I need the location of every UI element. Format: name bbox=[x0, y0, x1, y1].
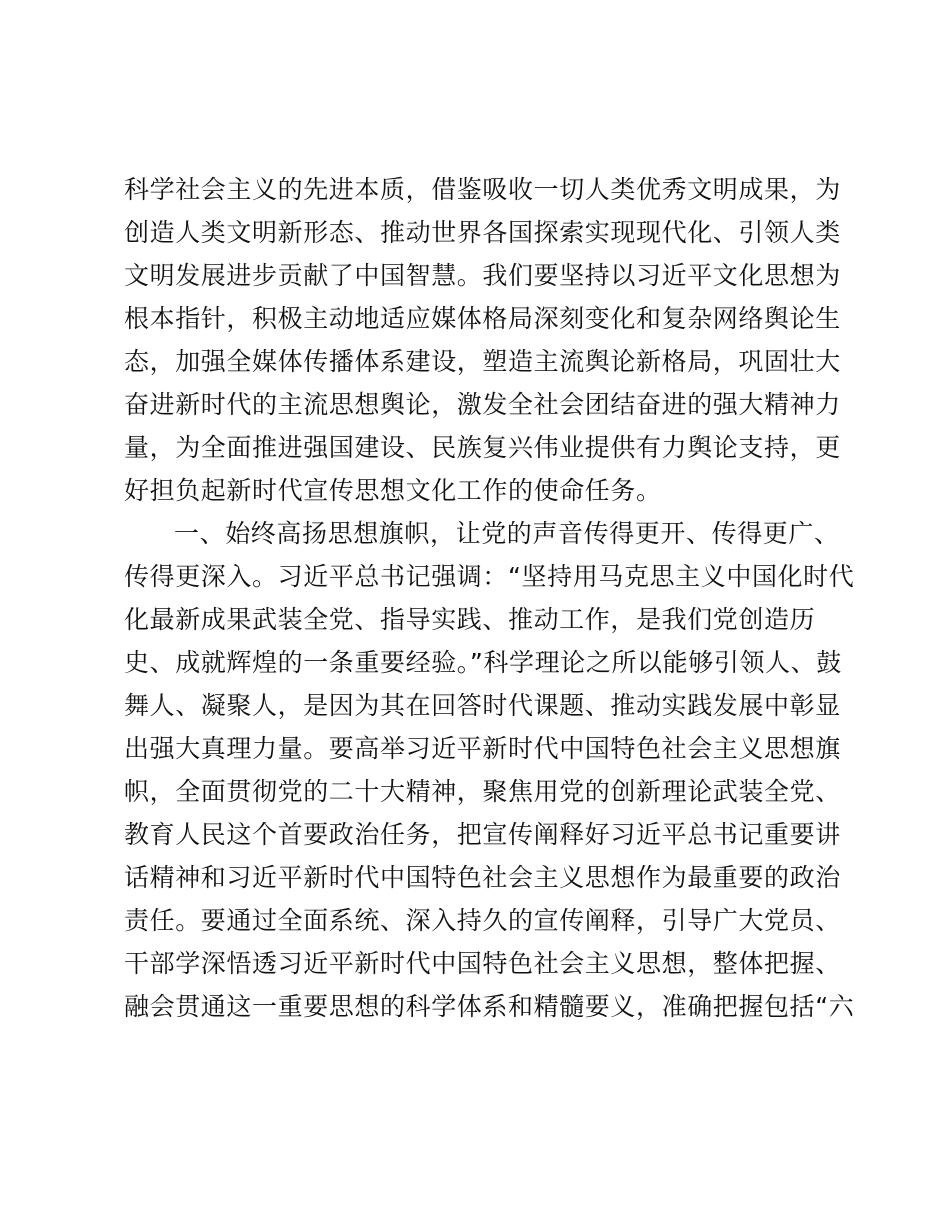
text-line: 帜，全面贯彻党的二十大精神，聚焦用党的创新理论武装全党、 bbox=[124, 777, 841, 806]
text-line: 传得更深入。习近平总书记强调：“坚持用马克思主义中国化时代 bbox=[124, 562, 855, 591]
text-line: 教育人民这个首要政治任务，把宣传阐释好习近平总书记重要讲 bbox=[124, 820, 841, 849]
text-line: 融会贯通这一重要思想的科学体系和精髓要义，准确把握包括“六 bbox=[124, 992, 855, 1021]
text-line: 舞人、凝聚人，是因为其在回答时代课题、推动实践发展中彰显 bbox=[124, 691, 841, 720]
text-line: 出强大真理力量。要高举习近平新时代中国特色社会主义思想旗 bbox=[124, 734, 841, 763]
text-line: 干部学深悟透习近平新时代中国特色社会主义思想，整体把握、 bbox=[124, 949, 841, 978]
text-line: 创造人类文明新形态、推动世界各国探索实现现代化、引领人类 bbox=[124, 218, 841, 247]
text-line: 态，加强全媒体传播体系建设，塑造主流舆论新格局，巩固壮大 bbox=[124, 347, 841, 376]
text-line: 好担负起新时代宣传思想文化工作的使命任务。 bbox=[124, 476, 662, 505]
text-line: 根本指针，积极主动地适应媒体格局深刻变化和复杂网络舆论生 bbox=[124, 304, 841, 333]
section-heading-line: 一、始终高扬思想旗帜，让党的声音传得更开、传得更广、 bbox=[174, 519, 840, 548]
text-line: 责任。要通过全面系统、深入持久的宣传阐释，引导广大党员、 bbox=[124, 906, 841, 935]
text-line: 量，为全面推进强国建设、民族复兴伟业提供有力舆论支持，更 bbox=[124, 433, 841, 462]
text-line: 科学社会主义的先进本质，借鉴吸收一切人类优秀文明成果，为 bbox=[124, 175, 841, 204]
text-line: 化最新成果武装全党、指导实践、推动工作，是我们党创造历 bbox=[124, 605, 816, 634]
text-line: 文明发展进步贡献了中国智慧。我们要坚持以习近平文化思想为 bbox=[124, 261, 841, 290]
text-line: 史、成就辉煌的一条重要经验。”科学理论之所以能够引领人、鼓 bbox=[124, 648, 842, 677]
text-line: 奋进新时代的主流思想舆论，激发全社会团结奋进的强大精神力 bbox=[124, 390, 841, 419]
text-line: 话精神和习近平新时代中国特色社会主义思想作为最重要的政治 bbox=[124, 863, 841, 892]
